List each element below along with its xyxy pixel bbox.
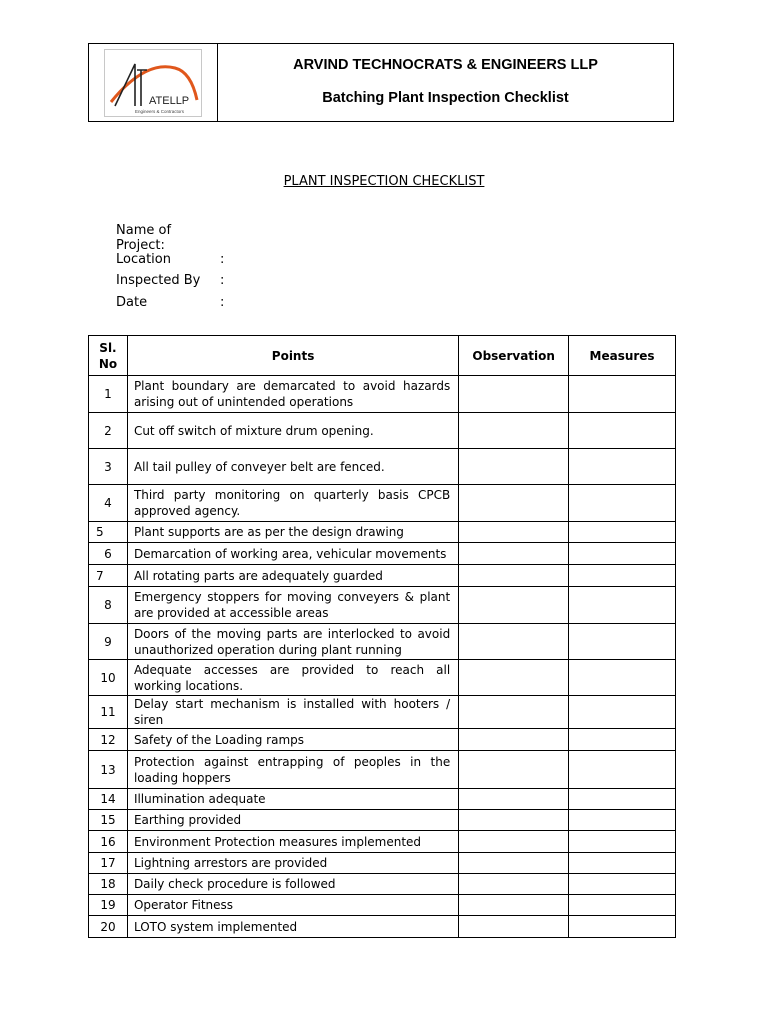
row-point: Earthing provided [127, 810, 458, 831]
row-sl: 6 [89, 543, 128, 565]
logo-subtext: Engineers & Contractors [135, 108, 185, 114]
logo-graphic [105, 50, 201, 116]
measures-cell[interactable] [569, 831, 676, 853]
row-point: Doors of the moving parts are interlocked to avoid unauthorized operation during plant running [127, 624, 458, 660]
table-row [89, 729, 676, 751]
company-name: ARVIND TECHNOCRATS & ENGINEERS LLP [293, 57, 598, 73]
row-sl: 9 [89, 624, 128, 660]
observation-cell[interactable] [459, 624, 569, 660]
table-row [89, 810, 676, 831]
measures-cell[interactable] [569, 729, 676, 751]
table-header-row [89, 336, 676, 376]
row-sl: 17 [89, 853, 128, 874]
company-logo-icon [104, 49, 202, 117]
measures-cell[interactable] [569, 587, 676, 624]
row-sl: 11 [89, 696, 128, 729]
info-label: Location [116, 251, 171, 267]
document-title: Batching Plant Inspection Checklist [322, 90, 569, 106]
row-sl: 1 [89, 376, 128, 413]
table-row [89, 413, 676, 449]
row-point: Plant supports are as per the design drawing [127, 522, 458, 543]
page-title: PLANT INSPECTION CHECKLIST [283, 174, 485, 189]
observation-cell[interactable] [459, 895, 569, 916]
info-separator: : [220, 294, 225, 310]
row-point: Lightning arrestors are provided [127, 853, 458, 874]
info-label: Date [116, 294, 148, 310]
header-points: Points [127, 336, 458, 376]
measures-cell[interactable] [569, 853, 676, 874]
measures-cell[interactable] [569, 874, 676, 895]
table-row [89, 485, 676, 522]
table-row [89, 376, 676, 413]
table-row [89, 895, 676, 916]
row-point: Adequate accesses are provided to reach all working locations. [127, 660, 458, 696]
row-point: Third party monitoring on quarterly basis CPCB approved agency. [127, 485, 458, 522]
row-point: Daily check procedure is followed [127, 874, 458, 895]
header-measures: Measures [569, 336, 676, 376]
observation-cell[interactable] [459, 522, 569, 543]
info-row-date [116, 292, 230, 314]
row-sl: 8 [89, 587, 128, 624]
row-sl: 16 [89, 831, 128, 853]
row-sl: 4 [89, 485, 128, 522]
table-row [89, 449, 676, 485]
row-point: Delay start mechanism is installed with hooters / siren [127, 696, 458, 729]
info-row-project [116, 222, 230, 253]
observation-cell[interactable] [459, 543, 569, 565]
table-row [89, 853, 676, 874]
measures-cell[interactable] [569, 810, 676, 831]
header-observation: Observation [459, 336, 569, 376]
info-separator: : [220, 273, 225, 289]
info-row-inspected-by [116, 270, 230, 292]
row-sl: 5 [89, 522, 128, 543]
observation-cell[interactable] [459, 413, 569, 449]
row-point: Protection against entrapping of peoples in the loading hoppers [127, 751, 458, 789]
project-info [116, 222, 230, 313]
row-sl: 7 [89, 565, 128, 587]
measures-cell[interactable] [569, 543, 676, 565]
info-label: Inspected By [116, 273, 201, 289]
table-row [89, 587, 676, 624]
measures-cell[interactable] [569, 789, 676, 810]
observation-cell[interactable] [459, 565, 569, 587]
row-sl: 3 [89, 449, 128, 485]
observation-cell[interactable] [459, 874, 569, 895]
row-sl: 13 [89, 751, 128, 789]
row-sl: 14 [89, 789, 128, 810]
observation-cell[interactable] [459, 853, 569, 874]
row-sl: 18 [89, 874, 128, 895]
logo-cell [89, 44, 218, 121]
table-row [89, 565, 676, 587]
logo-text: ATELLP [149, 94, 190, 107]
measures-cell[interactable] [569, 522, 676, 543]
table-row [89, 916, 676, 938]
measures-cell[interactable] [569, 916, 676, 938]
observation-cell[interactable] [459, 376, 569, 413]
measures-cell[interactable] [569, 895, 676, 916]
row-point: Illumination adequate [127, 789, 458, 810]
title-cell [218, 44, 673, 121]
observation-cell[interactable] [459, 751, 569, 789]
measures-cell[interactable] [569, 565, 676, 587]
row-point: Operator Fitness [127, 895, 458, 916]
row-point: Safety of the Loading ramps [127, 729, 458, 751]
row-point: Plant boundary are demarcated to avoid hazards arising out of unintended operations [127, 376, 458, 413]
inspection-table [88, 335, 676, 938]
observation-cell[interactable] [459, 729, 569, 751]
table-row [89, 624, 676, 660]
header-sl-no: Sl. No [89, 336, 128, 376]
row-sl: 15 [89, 810, 128, 831]
observation-cell[interactable] [459, 449, 569, 485]
row-point: Emergency stoppers for moving conveyers & plant are provided at accessible areas [127, 587, 458, 624]
observation-cell[interactable] [459, 696, 569, 729]
row-point: LOTO system implemented [127, 916, 458, 938]
table-row [89, 751, 676, 789]
row-point: All rotating parts are adequately guarded [127, 565, 458, 587]
info-label: Name of Project: [116, 222, 172, 253]
table-row [89, 522, 676, 543]
table-row [89, 874, 676, 895]
row-sl: 20 [89, 916, 128, 938]
observation-cell[interactable] [459, 660, 569, 696]
info-separator: : [220, 251, 225, 267]
row-point: All tail pulley of conveyer belt are fenced. [127, 449, 458, 485]
info-row-location [116, 249, 230, 271]
measures-cell[interactable] [569, 413, 676, 449]
table-row [89, 696, 676, 729]
row-sl: 19 [89, 895, 128, 916]
observation-cell[interactable] [459, 587, 569, 624]
observation-cell[interactable] [459, 789, 569, 810]
observation-cell[interactable] [459, 810, 569, 831]
table-row [89, 831, 676, 853]
measures-cell[interactable] [569, 660, 676, 696]
measures-cell[interactable] [569, 376, 676, 413]
measures-cell[interactable] [569, 485, 676, 522]
row-point: Cut off switch of mixture drum opening. [127, 413, 458, 449]
document-header [88, 43, 674, 122]
table-row [89, 660, 676, 696]
row-sl: 10 [89, 660, 128, 696]
row-point: Demarcation of working area, vehicular movements [127, 543, 458, 565]
row-sl: 2 [89, 413, 128, 449]
observation-cell[interactable] [459, 485, 569, 522]
observation-cell[interactable] [459, 831, 569, 853]
measures-cell[interactable] [569, 751, 676, 789]
observation-cell[interactable] [459, 916, 569, 938]
table-row [89, 543, 676, 565]
measures-cell[interactable] [569, 696, 676, 729]
measures-cell[interactable] [569, 449, 676, 485]
row-point: Environment Protection measures implemented [127, 831, 458, 853]
row-sl: 12 [89, 729, 128, 751]
table-row [89, 789, 676, 810]
measures-cell[interactable] [569, 624, 676, 660]
